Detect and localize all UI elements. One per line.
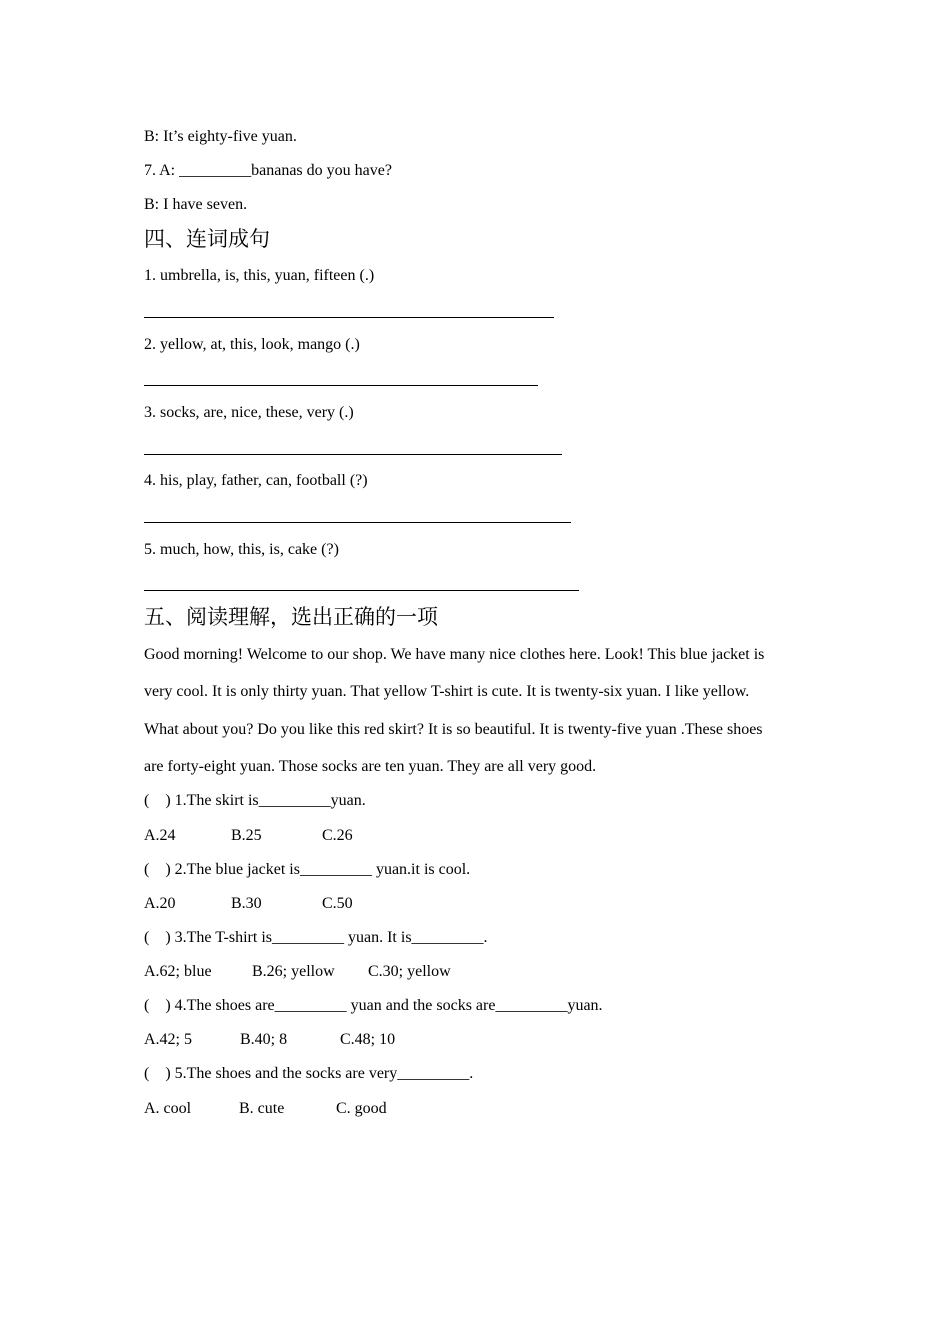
question-7: 7. A: _________bananas do you have?: [144, 162, 392, 179]
answer-b7: B: I have seven.: [144, 196, 248, 213]
option-a[interactable]: A.24: [144, 827, 176, 844]
reorder-item-3: 3. socks, are, nice, these, very (.): [144, 404, 354, 421]
answer-b6: B: It’s eighty-five yuan.: [144, 128, 297, 145]
option-b[interactable]: B.26; yellow: [252, 963, 335, 980]
reorder-item-1: 1. umbrella, is, this, yuan, fifteen (.): [144, 267, 375, 284]
option-a[interactable]: A.42; 5: [144, 1031, 192, 1048]
option-b[interactable]: B.40; 8: [240, 1031, 288, 1048]
option-c[interactable]: C.26: [322, 827, 353, 844]
passage-line-2: very cool. It is only thirty yuan. That yellow T-shirt is cute. It is twenty-six yuan. I like yellow.: [144, 683, 750, 700]
passage-line-1: Good morning! Welcome to our shop. We have many nice clothes here. Look! This blue jacket is: [144, 646, 765, 663]
answer-line-3[interactable]: [144, 454, 562, 455]
option-a[interactable]: A.20: [144, 895, 176, 912]
reorder-item-4: 4. his, play, father, can, football (?): [144, 472, 368, 489]
mc-question-1: ( ) 1.The skirt is_________yuan.: [144, 792, 366, 809]
answer-line-5[interactable]: [144, 590, 579, 591]
section-five-heading: 五、阅读理解，选出正确的一项: [144, 605, 438, 629]
reorder-item-2: 2. yellow, at, this, look, mango (.): [144, 336, 360, 353]
option-a[interactable]: A. cool: [144, 1100, 192, 1117]
passage-line-4: are forty-eight yuan. Those socks are ten yuan. They are all very good.: [144, 758, 597, 775]
option-a[interactable]: A.62; blue: [144, 963, 212, 980]
mc-question-2: ( ) 2.The blue jacket is_________ yuan.it is cool.: [144, 861, 471, 878]
section-four-heading: 四、连词成句: [144, 227, 270, 251]
option-b[interactable]: B. cute: [239, 1100, 285, 1117]
reorder-item-5: 5. much, how, this, is, cake (?): [144, 541, 339, 558]
mc-question-3: ( ) 3.The T-shirt is_________ yuan. It is_________.: [144, 929, 488, 946]
answer-line-2[interactable]: [144, 385, 538, 386]
answer-line-1[interactable]: [144, 317, 554, 318]
option-c[interactable]: C. good: [336, 1100, 387, 1117]
option-b[interactable]: B.30: [231, 895, 262, 912]
option-c[interactable]: C.50: [322, 895, 353, 912]
option-c[interactable]: C.30; yellow: [368, 963, 451, 980]
mc-question-5: ( ) 5.The shoes and the socks are very_________.: [144, 1065, 474, 1082]
mc-question-4: ( ) 4.The shoes are_________ yuan and the socks are_________yuan.: [144, 997, 603, 1014]
option-b[interactable]: B.25: [231, 827, 262, 844]
passage-line-3: What about you? Do you like this red skirt? It is so beautiful. It is twenty-five yuan .These shoes: [144, 721, 763, 738]
answer-line-4[interactable]: [144, 522, 571, 523]
mc-options-5: [144, 1099, 387, 1179]
option-c[interactable]: C.48; 10: [340, 1031, 396, 1048]
